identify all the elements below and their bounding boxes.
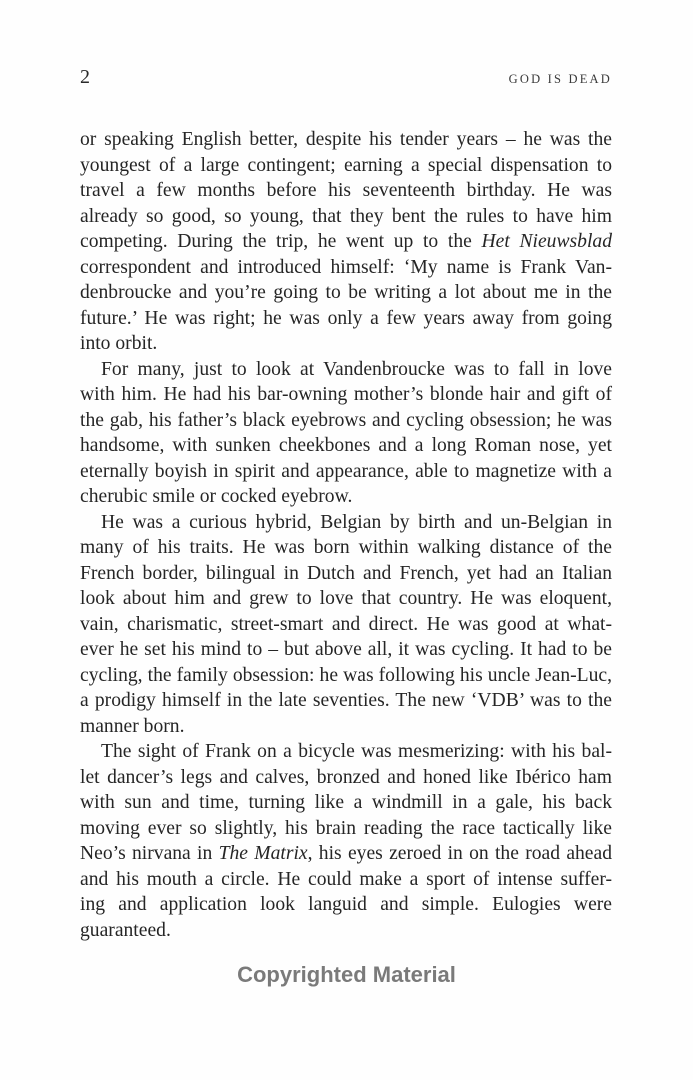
text-line [80, 510, 612, 536]
running-title: GOD IS DEAD [508, 72, 612, 86]
text-run: guaranteed. [80, 919, 171, 941]
text-run: look about him and grew to love that country. He was eloquent, [80, 588, 612, 609]
body-text [80, 127, 612, 943]
text-run: eternally boyish in spirit and appearance, able to magnetize with a [80, 460, 612, 482]
text-line [80, 688, 612, 714]
text-run: into orbit. [80, 333, 158, 354]
text-run: Neo’s nirvana in [80, 843, 219, 864]
text-line [80, 561, 612, 587]
text-run: future.’ He was right; he was only a few years away from going [80, 307, 612, 329]
text-run: moving ever so slightly, his brain reading the race tactically like [80, 817, 612, 839]
text-run: The sight of Frank on a bicycle was mesmerizing: with his bal- [101, 741, 612, 762]
text-run: denbroucke and you’re going to be writing a lot about me in the [80, 282, 612, 303]
text-line [80, 153, 612, 179]
text-run: with him. He had his bar-owning mother’s blonde hair and gift of [80, 384, 612, 405]
italic-title: Het Nieuwsblad [481, 231, 612, 252]
text-run: many of his traits. He was born within walking distance of the [80, 537, 612, 558]
text-line [80, 637, 612, 663]
text-run: travel a few months before his seventeenth birthday. He was [80, 180, 612, 201]
text-line [80, 918, 612, 944]
text-line [80, 382, 612, 408]
paragraph [80, 127, 612, 357]
text-line [80, 816, 612, 842]
text-run: ever he set his mind to – but above all, it was cycling. It had to be [80, 639, 612, 660]
text-line [80, 306, 612, 332]
text-run: cherubic smile or cocked eyebrow. [80, 486, 353, 507]
text-run: handsome, with sunken cheekbones and a long Roman nose, yet [80, 435, 612, 456]
text-line [80, 229, 612, 255]
text-line [80, 357, 612, 383]
text-line [80, 790, 612, 816]
text-run: French border, bilingual in Dutch and French, yet had an Italian [80, 562, 612, 584]
text-line [80, 586, 612, 612]
italic-title: The Matrix [218, 843, 308, 864]
text-run: a prodigy himself in the late seventies. The new ‘VDB’ was to the [80, 690, 612, 711]
text-run: and his mouth a circle. He could make a sport of intense suffer- [80, 868, 612, 890]
text-run: For many, just to look at Vandenbroucke was to fall in love [101, 358, 612, 380]
text-run: He was a curious hybrid, Belgian by birth and un-Belgian in [101, 511, 612, 533]
text-line [80, 178, 612, 204]
paragraph [80, 510, 612, 740]
paragraph [80, 739, 612, 943]
text-run: already so good, so young, that they bent the rules to have him [80, 205, 612, 227]
text-run: manner born. [80, 715, 185, 737]
text-line [80, 204, 612, 230]
text-line [80, 127, 612, 153]
paragraph [80, 357, 612, 510]
text-run: with sun and time, turning like a windmill in a gale, his back [80, 792, 612, 813]
text-run: let dancer’s legs and calves, bronzed and honed like Ibérico ham [80, 766, 612, 788]
text-run: the gab, his father’s black eyebrows and cycling obsession; he was [80, 409, 612, 431]
text-run: or speaking English better, despite his tender years – he was the [80, 129, 612, 150]
running-head [80, 64, 612, 94]
text-run: vain, charismatic, street-smart and direct. He was good at what- [80, 613, 612, 635]
text-line [80, 484, 612, 510]
text-line [80, 663, 612, 689]
text-line [80, 612, 612, 638]
text-line [80, 433, 612, 459]
text-line [80, 459, 612, 485]
text-line [80, 255, 612, 281]
text-run: , his eyes zeroed in on the road ahead [307, 843, 613, 864]
text-line [80, 765, 612, 791]
text-line [80, 408, 612, 434]
text-run: ing and application look languid and simple. Eulogies were [80, 894, 612, 915]
text-run: youngest of a large contingent; earning a special dispensation to [80, 154, 612, 176]
text-line [80, 714, 612, 740]
text-run: correspondent and introduced himself: ‘My name is Frank Van- [80, 256, 612, 278]
text-line [80, 841, 612, 867]
text-line [80, 892, 612, 918]
text-line [80, 280, 612, 306]
text-line [80, 535, 612, 561]
text-line [80, 331, 612, 357]
text-run: cycling, the family obsession: he was following his uncle Jean-Luc, [80, 664, 612, 686]
page-number: 2 [80, 66, 90, 88]
text-line [80, 867, 612, 893]
text-run: competing. During the trip, he went up to the [80, 231, 482, 252]
copyright-watermark: Copyrighted Material [237, 962, 456, 987]
text-line [80, 739, 612, 765]
